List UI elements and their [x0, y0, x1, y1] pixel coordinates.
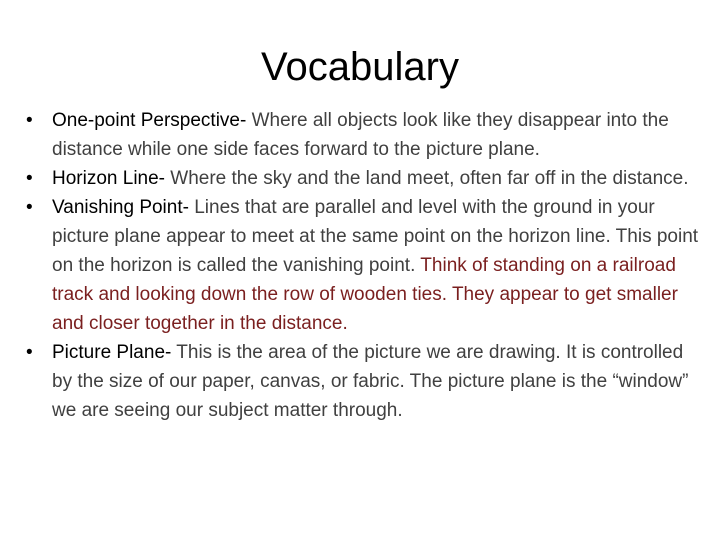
bullet-icon: •	[26, 197, 33, 218]
term-definition: This is the area of the picture we are drawing. It is controlled by the size of our paper, canvas, or fabric. The picture plane is the “window” we are seeing our subject matter through.	[52, 342, 689, 421]
vocabulary-list	[22, 106, 702, 425]
term-label: One-point Perspective-	[52, 110, 247, 131]
list-item-one-point-perspective	[22, 106, 702, 164]
bullet-icon: •	[26, 342, 33, 363]
term-label: Horizon Line-	[52, 168, 165, 189]
term-definition: Where the sky and the land meet, often far off in the distance.	[170, 168, 689, 189]
term-example: Think of standing on a railroad track and looking down the row of wooden ties. They appear to get smaller and closer together in the distance.	[52, 255, 678, 334]
term-definition: Where all objects look like they disappear into the distance while one side faces forward to the picture plane.	[52, 110, 669, 160]
bullet-icon: •	[26, 110, 33, 131]
bullet-icon: •	[26, 168, 33, 189]
term-label: Picture Plane-	[52, 342, 172, 363]
list-item-horizon-line	[22, 164, 702, 193]
list-item-vanishing-point	[22, 193, 702, 338]
term-definition: Lines that are parallel and level with the ground in your picture plane appear to meet at the same point on the horizon line. This point on the horizon is called the vanishing point.	[52, 197, 699, 276]
slide-title: Vocabulary	[261, 45, 459, 89]
term-label: Vanishing Point-	[52, 197, 189, 218]
list-item-picture-plane	[22, 338, 702, 425]
